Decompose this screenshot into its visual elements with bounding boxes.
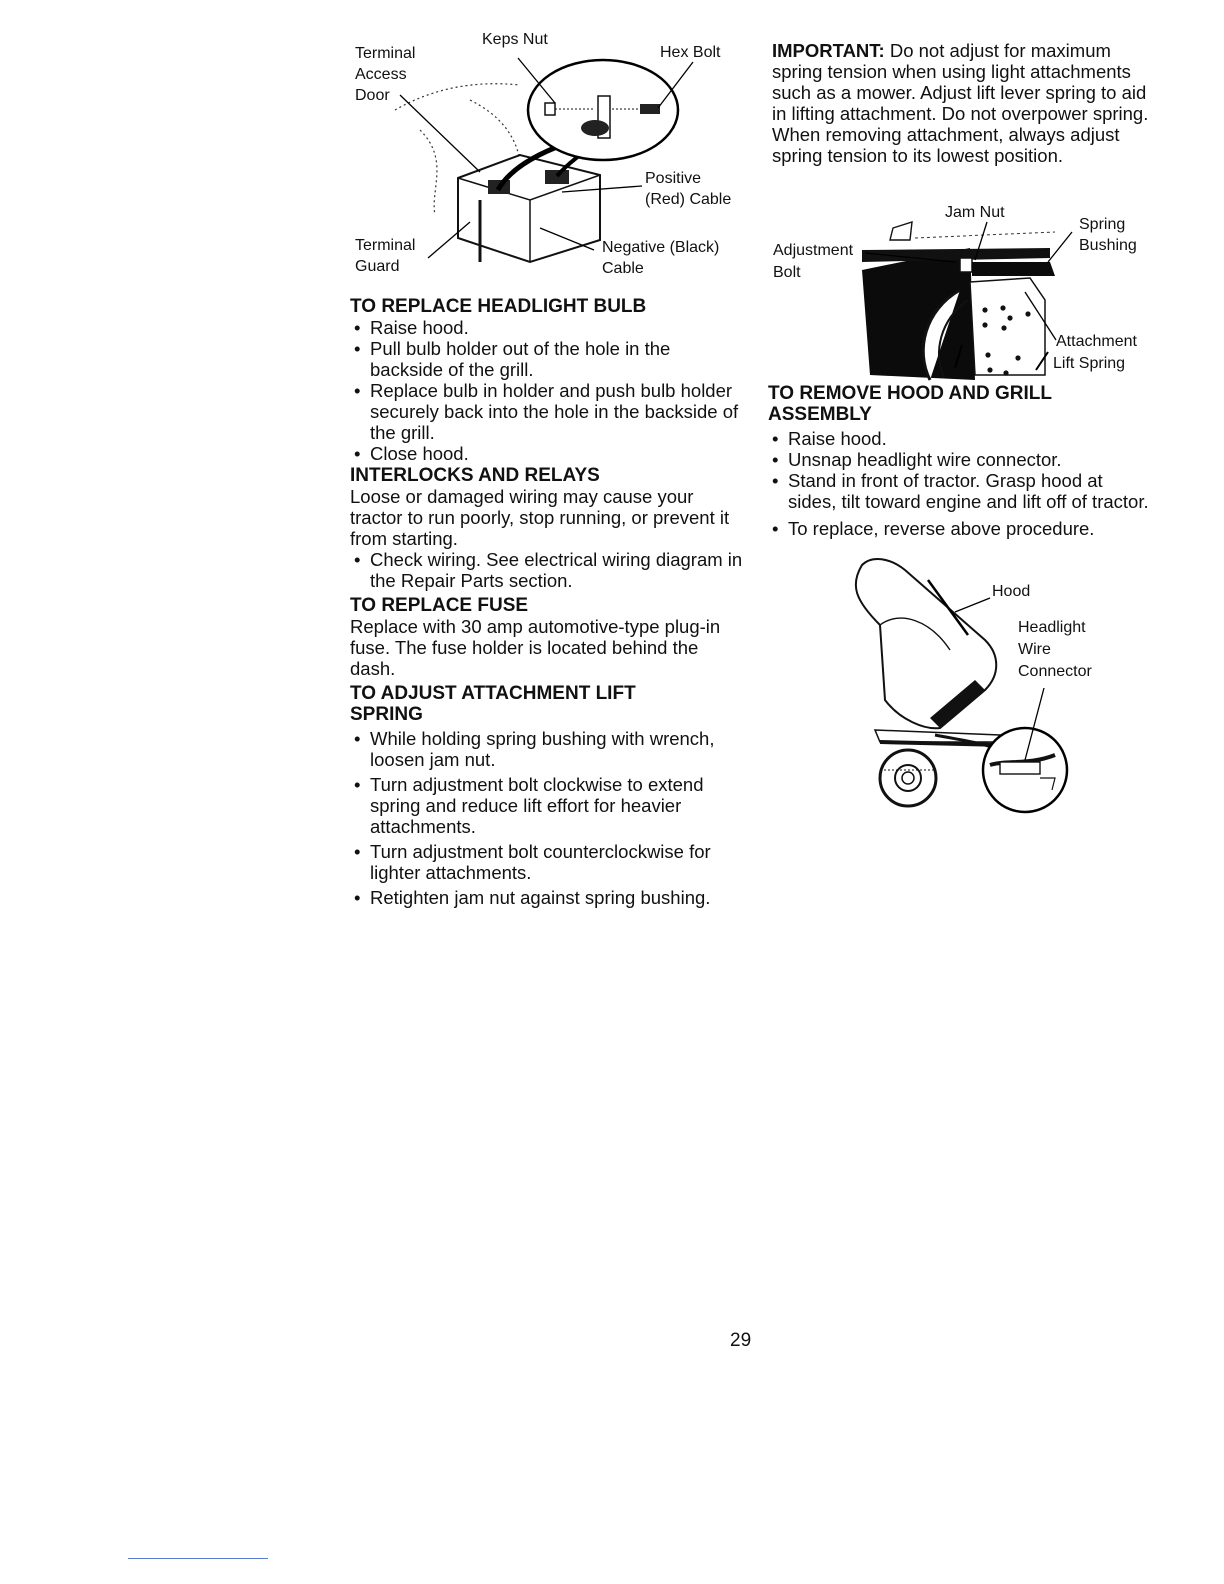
label-line: Guard: [355, 258, 400, 275]
fuse-heading: TO REPLACE FUSE: [350, 595, 529, 616]
jam-nut-label: Jam Nut: [945, 204, 1005, 221]
list-item: • While holding spring bushing with wrench, loosen jam nut.: [350, 728, 725, 770]
label-line: Door: [355, 87, 390, 104]
important-text: Do not adjust for maximum spring tension when using light attachments such as a mower. Adjust lift lever spring to aid in lifting attachment. Do not overpower spring. When removing attachment, always adjust spring tension to its lowest position.: [772, 40, 1149, 166]
page-number: 29: [730, 1330, 752, 1351]
headlight-wire-connector-label: [1018, 617, 1092, 683]
label-line: Lift Spring: [1053, 355, 1126, 372]
lift-spring-heading: TO ADJUST ATTACHMENT LIFT SPRING: [350, 683, 636, 725]
hex-bolt-label: Hex Bolt: [660, 44, 721, 61]
label-line: Positive: [645, 170, 702, 187]
hood-label: Hood: [992, 583, 1031, 600]
list-item: • Turn adjustment bolt clockwise to extend spring and reduce lift effort for heavier attachments.: [350, 774, 725, 837]
label-line: Access: [355, 66, 407, 83]
label-line: Bushing: [1079, 237, 1137, 254]
label-line: Spring: [1079, 216, 1126, 233]
keps-nut-label: Keps Nut: [482, 31, 548, 48]
label-line: Headlight: [1018, 619, 1086, 636]
list-item: • To replace, reverse above procedure.: [768, 518, 1153, 539]
list-item: • Raise hood.: [768, 428, 1153, 449]
label-line: Adjustment: [773, 242, 854, 259]
interlocks-body: Loose or damaged wiring may cause your tractor to run poorly, stop running, or prevent it from starting.: [350, 486, 730, 549]
footer-rule: [128, 1558, 268, 1559]
important-label: IMPORTANT:: [772, 40, 885, 61]
list-item: • Turn adjustment bolt counterclockwise for lighter attachments.: [350, 841, 725, 883]
list-item: • Replace bulb in holder and push bulb holder securely back into the hole in the backside of the grill.: [350, 380, 745, 443]
label-line: Attachment: [1056, 333, 1137, 350]
label-line: (Red) Cable: [645, 191, 732, 208]
list-item: • Stand in front of tractor. Grasp hood at sides, tilt toward engine and lift off of tractor.: [768, 470, 1153, 512]
label-line: Negative (Black): [602, 239, 720, 256]
label-line: Connector: [1018, 663, 1092, 680]
label-line: Wire: [1018, 641, 1051, 658]
list-item: • Raise hood.: [350, 317, 745, 338]
interlocks-heading: INTERLOCKS AND RELAYS: [350, 465, 600, 486]
label-line: Bolt: [773, 264, 801, 281]
list-item: • Close hood.: [350, 443, 745, 464]
headlight-heading: TO REPLACE HEADLIGHT BULB: [350, 296, 647, 317]
list-item: • Check wiring. See electrical wiring diagram in the Repair Parts section.: [350, 549, 745, 591]
list-item: • Pull bulb holder out of the hole in the backside of the grill.: [350, 338, 745, 380]
list-item: • Unsnap headlight wire connector.: [768, 449, 1153, 470]
label-line: Terminal: [355, 45, 416, 62]
hood-heading: TO REMOVE HOOD AND GRILL ASSEMBLY: [768, 383, 1052, 425]
fuse-body: Replace with 30 amp automotive-type plug-in fuse. The fuse holder is located behind the dash.: [350, 616, 721, 679]
label-line: Cable: [602, 260, 644, 277]
list-item: • Retighten jam nut against spring bushing.: [350, 887, 725, 908]
label-line: Terminal: [355, 237, 416, 254]
